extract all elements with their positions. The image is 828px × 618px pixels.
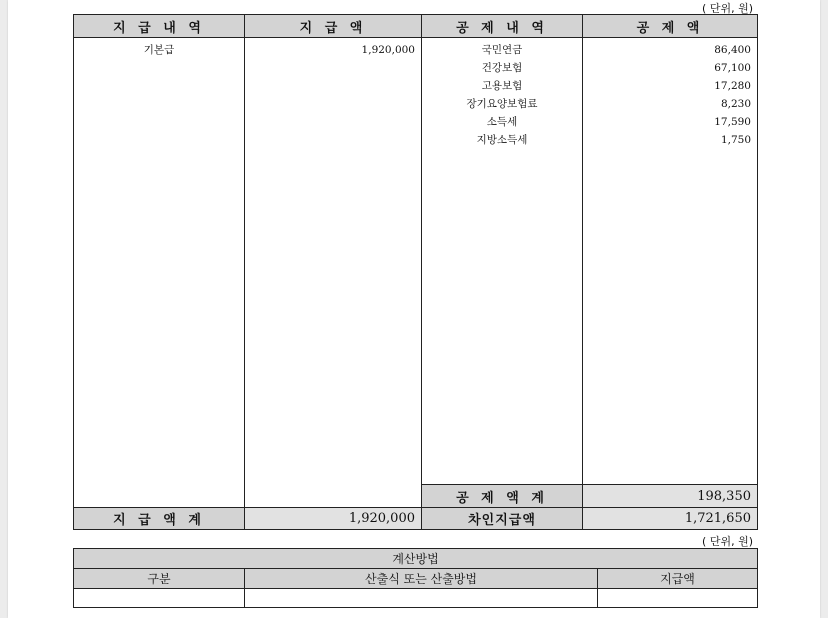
header-deduction-items: 공 제 내 역 [422,15,583,38]
calc-header-row [74,569,758,589]
deduction-total-value: 198,350 [583,485,758,508]
header-deduction-amount: 공 제 액 [583,15,758,38]
table-header-row [74,15,758,38]
deduction-amount: 17,280 [714,80,751,92]
calculation-method-table [73,548,758,608]
deduction-label: 고용보험 [481,80,523,92]
pay-total-row [74,508,758,530]
deduction-label: 국민연금 [481,44,523,56]
payslip-page [8,0,820,618]
deduction-total-label: 공 제 액 계 [422,485,583,508]
header-pay-amount: 지 급 액 [245,15,422,38]
calc-title-row [74,549,758,569]
pay-total-label: 지 급 액 계 [74,508,245,530]
header-pay-items: 지 급 내 역 [74,15,245,38]
calc-header-formula: 산출식 또는 산출방법 [245,569,598,589]
deduction-label: 건강보험 [481,62,523,74]
pay-deduction-table [73,14,758,530]
pay-item-label: 기본급 [143,44,175,56]
calc-empty-row [74,589,758,608]
pay-item-amount: 1,920,000 [361,44,415,56]
calc-header-amount: 지급액 [598,569,758,589]
deduction-amount-column [583,38,758,485]
calc-cell-formula [245,589,598,608]
calc-cell-category [74,589,245,608]
deduction-amount: 17,590 [714,116,751,128]
pay-items-column [74,38,245,508]
deduction-items-column [422,38,583,485]
table-body-row [74,38,758,485]
pay-amount-column [245,38,422,508]
calc-title: 계산방법 [74,549,758,569]
unit-label-2: ( 단위, 원) [702,535,753,548]
calc-header-category: 구분 [74,569,245,589]
deduction-label: 장기요양보험료 [466,98,538,110]
calc-cell-amount [598,589,758,608]
unit-label: ( 단위, 원) [702,2,753,15]
deduction-amount: 1,750 [720,134,751,146]
deduction-amount: 8,230 [720,98,751,110]
deduction-label: 소득세 [486,116,518,128]
pay-total-value: 1,920,000 [245,508,422,530]
net-pay-label: 차인지급액 [422,508,583,530]
net-pay-value: 1,721,650 [583,508,758,530]
deduction-label: 지방소득세 [476,134,528,146]
deduction-amount: 67,100 [714,62,751,74]
deduction-amount: 86,400 [714,44,751,56]
